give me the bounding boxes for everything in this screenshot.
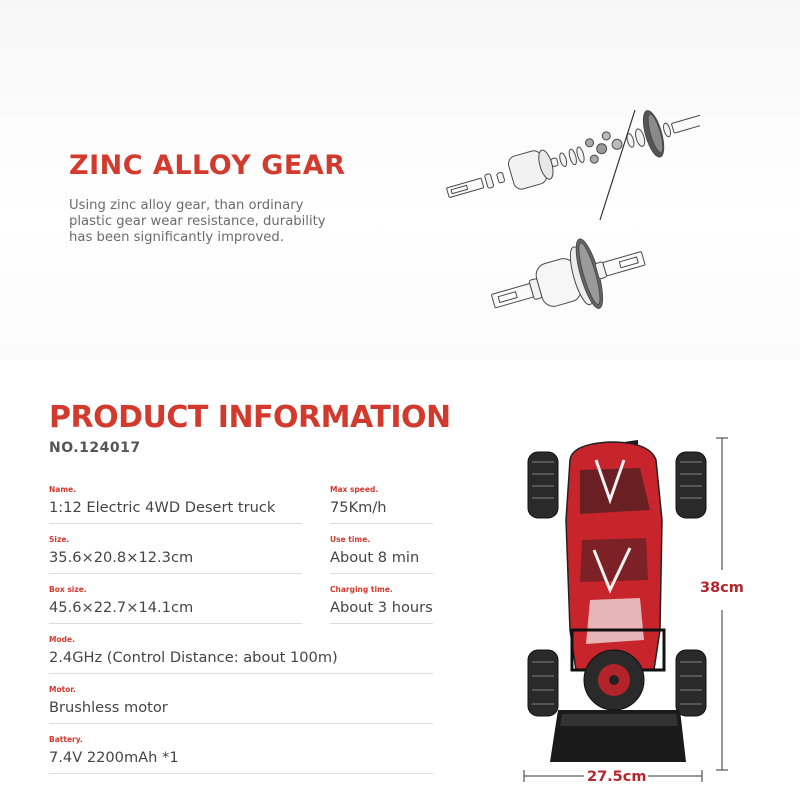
spec-divider (330, 623, 433, 624)
spec-value: 45.6×22.7×14.1cm (49, 599, 194, 616)
differential-gear-illustration (430, 70, 700, 340)
width-dimension-label: 27.5cm (587, 769, 647, 785)
spec-label: Battery. (49, 735, 83, 744)
spec-max-speed (330, 485, 387, 517)
spec-motor (49, 685, 168, 717)
spec-value: 1:12 Electric 4WD Desert truck (49, 499, 276, 516)
spec-charging-time (330, 585, 433, 617)
spec-divider (49, 523, 302, 524)
spec-mode (49, 635, 338, 667)
spec-value: 2.4GHz (Control Distance: about 100m) (49, 649, 338, 666)
spec-value: 75Km/h (330, 499, 387, 516)
spec-label: Use time. (330, 535, 371, 544)
spec-value: About 8 min (330, 549, 420, 566)
spec-value: 7.4V 2200mAh *1 (49, 749, 179, 766)
spec-size (49, 535, 193, 567)
spec-divider (330, 573, 433, 574)
feature-description-line: plastic gear wear resistance, durability (69, 214, 326, 229)
spec-label: Name. (49, 485, 77, 494)
spec-value: About 3 hours (330, 599, 433, 616)
truck-top-view-illustration (510, 430, 750, 790)
spec-box-size (49, 585, 193, 617)
spec-value: Brushless motor (49, 699, 168, 716)
spec-label: Charging time. (330, 585, 393, 594)
spec-divider (330, 523, 433, 524)
feature-description-line: Using zinc alloy gear, than ordinary (69, 198, 304, 213)
feature-title: ZINC ALLOY GEAR (69, 150, 346, 181)
product-info-title: PRODUCT INFORMATION (49, 400, 451, 435)
spec-divider (49, 723, 433, 724)
spec-use-time (330, 535, 419, 567)
spec-label: Motor. (49, 685, 76, 694)
feature-description (69, 198, 369, 246)
spec-divider (49, 573, 302, 574)
spec-label: Size. (49, 535, 70, 544)
spec-battery (49, 735, 179, 767)
spec-name (49, 485, 275, 517)
spec-label: Max speed. (330, 485, 379, 494)
spec-label: Box size. (49, 585, 87, 594)
length-dimension-label: 38cm (700, 580, 744, 596)
model-number: NO.124017 (49, 440, 141, 456)
feature-description-line: has been significantly improved. (69, 230, 284, 245)
spec-label: Mode. (49, 635, 75, 644)
spec-divider (49, 673, 433, 674)
spec-value: 35.6×20.8×12.3cm (49, 549, 194, 566)
spec-divider (49, 773, 433, 774)
spec-divider (49, 623, 302, 624)
